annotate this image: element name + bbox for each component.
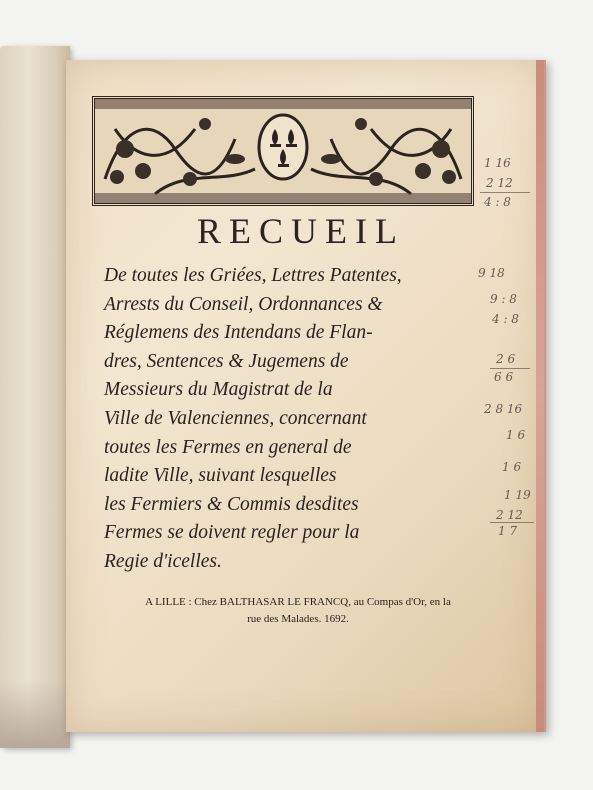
margin-note: 1 6 <box>502 460 522 474</box>
description-line: Messieurs du Magistrat de la <box>104 379 333 401</box>
description-line: Fermes se doivent regler pour la <box>104 522 360 544</box>
margin-note: 6 6 <box>494 370 514 384</box>
margin-note-rule <box>490 368 530 369</box>
headpiece-engraving <box>95 99 471 203</box>
description-line: Ville de Valenciennes, concernant <box>104 407 367 429</box>
description-line: dres, Sentences & Jugemens de <box>104 350 349 372</box>
description-line: Arrests du Conseil, Ordonnances & <box>104 293 383 315</box>
margin-note: 9 18 <box>478 266 505 280</box>
title-page <box>66 60 546 732</box>
imprint <box>98 594 498 628</box>
description-line: Regie d'icelles. <box>104 550 222 572</box>
margin-note-rule <box>490 522 534 523</box>
margin-note: 2 12 <box>496 508 523 522</box>
margin-note: 1 6 <box>506 428 526 442</box>
margin-note: 4 : 8 <box>492 312 519 326</box>
margin-note: 2 6 <box>496 352 516 366</box>
description-line: toutes les Fermes en general de <box>104 436 352 458</box>
binding-edge <box>0 680 70 748</box>
description-line: Réglemens des Intendans de Flan- <box>104 322 373 344</box>
description-line: ladite Ville, suivant lesquelles <box>104 465 337 487</box>
title-description <box>104 262 474 577</box>
page-edge-stain <box>536 60 544 732</box>
book-title: RECUEIL <box>197 211 405 251</box>
margin-note: 2 12 <box>486 176 513 190</box>
imprint-line: A LILLE : Chez BALTHASAR LE FRANCQ, au Compas d'Or, en la <box>145 596 451 608</box>
margin-note-rule <box>480 192 530 193</box>
ornamental-headpiece <box>92 96 474 206</box>
margin-note: 1 19 <box>504 488 531 502</box>
description-line: De toutes les Griées, Lettres Patentes, <box>104 265 402 286</box>
margin-note: 4 : 8 <box>484 195 511 209</box>
margin-note: 1 16 <box>484 156 511 170</box>
book-cover-binding <box>0 46 70 748</box>
margin-note: 2 8 16 <box>484 402 523 416</box>
imprint-line: rue des Malades. 1692. <box>247 613 349 625</box>
description-line: les Fermiers & Commis desdites <box>104 493 359 515</box>
margin-note: 9 : 8 <box>490 292 517 306</box>
margin-note: 1 7 <box>498 524 518 538</box>
